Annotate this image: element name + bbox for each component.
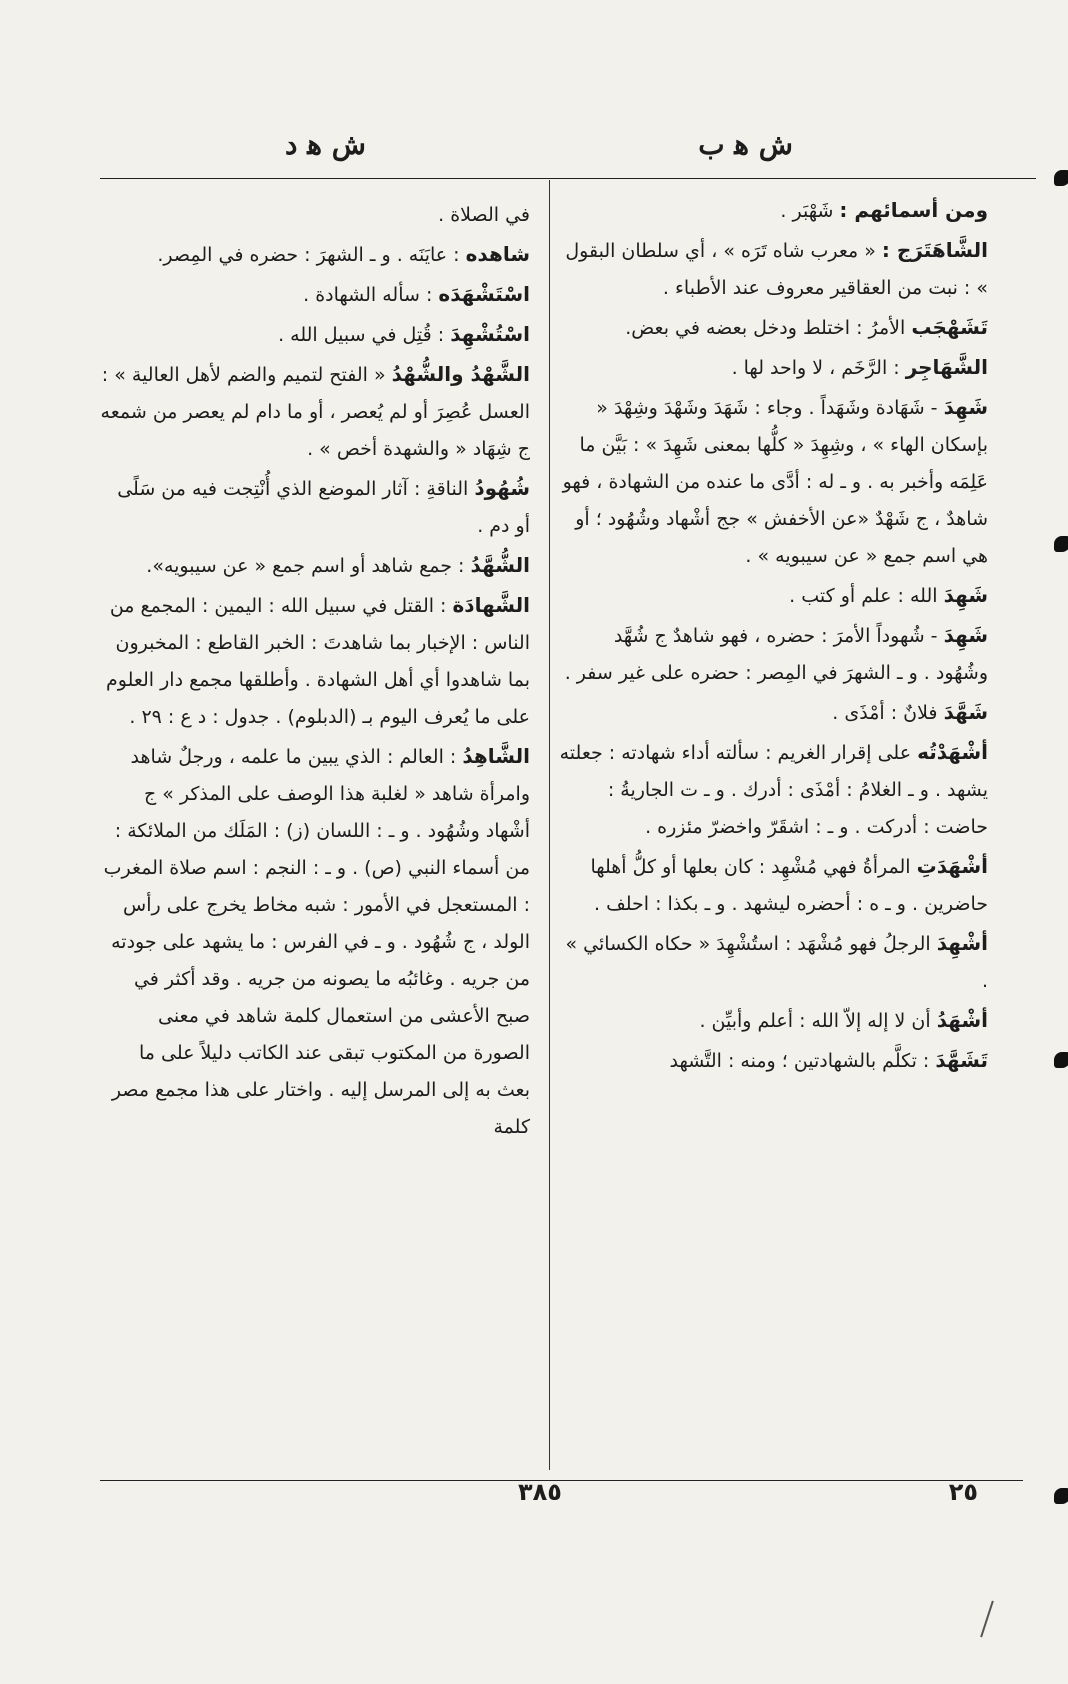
entry-definition: « الفتح لتميم والضم لأهل العالية » : العسل عُصِرَ أو لم يُعصر ، أو ما دام لم يعصر من شمعه ج شِهَاد « والشهدة أخص » . (100, 364, 530, 460)
entry-headword: أشْهِدَ (936, 931, 988, 955)
margin-ink-mark (1054, 170, 1068, 186)
entry-headword: شَهِدَ (943, 583, 988, 607)
entry-definition: في الصلاة . (438, 204, 530, 226)
right-column (558, 192, 988, 1082)
entry-headword: تَشَهَّدَ (935, 1048, 988, 1072)
dictionary-entry (558, 617, 988, 692)
margin-ink-mark (1054, 536, 1068, 552)
entry-headword: الشَّهادَة (452, 593, 530, 617)
dictionary-entry (100, 547, 530, 585)
dictionary-entry (558, 309, 988, 347)
dictionary-entry (558, 694, 988, 732)
entry-definition: : القتل في سبيل الله : اليمين : المجمع من الناس : الإخبار بما شاهدتَ : الخبر القاطع : المخبرون بما شاهدوا أي أهل الشهادة . وأطلقها مجمع دار العلوم على ما يُعرف اليوم بـ (الدبلوم) . جدول : د ع : ٢٩ . (105, 595, 530, 728)
dictionary-entry (100, 276, 530, 314)
entry-headword: الشَّهْدُ والشُّهْدُ (391, 362, 530, 386)
entry-headword: اسْتُشْهِدَ (450, 322, 530, 346)
top-rule (100, 178, 1036, 179)
entry-definition: الناقةِ : آثار الموضع الذي أُنْتِجت فيه من سَلًى أو دم . (117, 478, 530, 537)
entry-definition: : العالم : الذي يبين ما علمه ، ورجلٌ شاهد وامرأة شاهد « لغلبة هذا الوصف على المذكر » ج أشْهاد وشُهُود . و ـ : اللسان (ز) : المَلَك من الملائكة : من أسماء النبي (ص) . و ـ : النجم : اسم صلاة المغرب : المستعجل في الأمور : شبه مخاط يخرج على رأس الولد ، ج شُهُود . و ـ في الفرس : ما يشهد على جودته من جريه . وغائبُه ما يصونه من جريه . وقد أكثر في صبح الأعشى من استعمال كلمة شاهد في معنى الصورة من المكتوب تبقى عند الكاتب دليلاً على ما بعث به إلى المرسل إليه . واختار على هذا مجمع مصر كلمة (103, 746, 530, 1138)
dictionary-entry (100, 196, 530, 234)
entry-headword: الشَّاهَتَرَج : (881, 238, 988, 262)
entry-definition: - شُهوداً الأمرَ : حضره ، فهو شاهدٌ ج شُهَّد وشُهُود . و ـ الشهرَ في المِصر : حضره على غير سفر . (564, 625, 988, 684)
entry-definition: : الرَّخَم ، لا واحد لها . (731, 357, 906, 379)
entry-headword: أشْهَدُ (936, 1008, 988, 1032)
column-divider (549, 180, 550, 1470)
dictionary-entry (100, 470, 530, 545)
entry-definition: : تكلَّم بالشهادتين ؛ ومنه : التَّشهد (669, 1050, 936, 1072)
root-header-right: ش ﻫ ب (698, 128, 793, 161)
left-column (100, 196, 530, 1148)
entry-definition: على إقرار الغريم : سألته أداء شهادته : جعلته يشهد . و ـ الغلامُ : أمْذَى : أدرك . و ـ ت الجاريةُ : حاضت : أدركت . و ـ : اشقَرّ واخضرّ مئزره . (559, 742, 988, 838)
dictionary-entry (558, 389, 988, 575)
dictionary-entry (558, 192, 988, 230)
dictionary-entry (100, 587, 530, 736)
entry-headword: شاهده (465, 242, 530, 266)
entry-definition: الله : علم أو كتب . (789, 585, 944, 607)
dictionary-entry (558, 577, 988, 615)
entry-definition: : جمع شاهد أو اسم جمع « عن سيبويه». (146, 555, 471, 577)
dictionary-entry (558, 734, 988, 846)
entry-headword: الشَّاهِدُ (462, 744, 530, 768)
entry-definition: المرأةُ فهي مُشْهِد : كان بعلها أو كلُّ أهلها حاضرين . و ـ ه : أحضره ليشهد . و ـ بكذا : احلف . (590, 856, 988, 915)
entry-definition: - شَهَادة وشَهَداً . وجاء : شَهَدَ وشَهْدَ وشِهْدَ « بإسكان الهاء » ، وشِهِدَ « كلُّها بمعنى شَهِدَ » : بَيَّن ما عَلِمَه وأخبر به . و ـ له : أدَّى ما عنده من الشهادة ، فهو شاهدٌ ، ج شَهْدٌ «عن الأخفش » جج أشْهاد وشُهُود ؛ أو هي اسم جمع « عن سيبويه » . (562, 397, 988, 567)
dictionary-entry (558, 232, 988, 307)
dictionary-entry (558, 1042, 988, 1080)
entry-definition: : عايَنَه . و ـ الشهرَ : حضره في المِصر. (157, 244, 466, 266)
entry-definition: الرجلُ فهو مُشْهَد : استُشْهِدَ « حكاه الكسائي » . (565, 933, 988, 992)
page-number-right: ٢٥ (948, 1478, 978, 1506)
dictionary-entry (100, 738, 530, 1146)
page-number-left: ٣٨٥ (518, 1478, 562, 1506)
dictionary-entry (100, 316, 530, 354)
entry-definition: « معرب شاه تَرَه » ، أي سلطان البقول » : نبت من العقاقير معروف عند الأطباء . (565, 240, 988, 299)
entry-definition: أن لا إله إلاّ الله : أعلم وأبيِّن . (699, 1010, 937, 1032)
margin-ink-mark (1054, 1488, 1068, 1504)
margin-ink-mark (1054, 1052, 1068, 1068)
entry-headword: شُهُودُ (474, 476, 530, 500)
entry-headword: الشَّهَاجِر (905, 355, 988, 379)
entry-headword: ومن أسمائهم : (839, 198, 988, 222)
dictionary-entry (100, 236, 530, 274)
dictionary-entry (558, 349, 988, 387)
pencil-stroke-mark (980, 1601, 994, 1638)
entry-definition: : سأله الشهادة . (303, 284, 439, 306)
entry-definition: شَهْبَر . (780, 200, 840, 222)
entry-headword: أشْهَدْتُه (917, 740, 988, 764)
dictionary-entry (558, 925, 988, 1000)
entry-headword: الشُّهَّدُ (470, 553, 530, 577)
entry-headword: شَهِدَ (943, 395, 988, 419)
entry-headword: شَهِدَ (943, 623, 988, 647)
entry-headword: اسْتَشْهَدَه (438, 282, 530, 306)
dictionary-entry (558, 848, 988, 923)
dictionary-entry (100, 356, 530, 468)
entry-headword: شَهَّدَ (943, 700, 988, 724)
dictionary-entry (558, 1002, 988, 1040)
entry-headword: تَشَهْجَب (911, 315, 988, 339)
entry-headword: أشْهَدَتِ (916, 854, 988, 878)
entry-definition: الأمرُ : اختلط ودخل بعضه في بعض. (625, 317, 912, 339)
entry-definition: : قُتِل في سبيل الله . (278, 324, 451, 346)
root-header-left: ش ﻫ د (285, 128, 366, 161)
entry-definition: فلانٌ : أمْذَى . (832, 702, 944, 724)
